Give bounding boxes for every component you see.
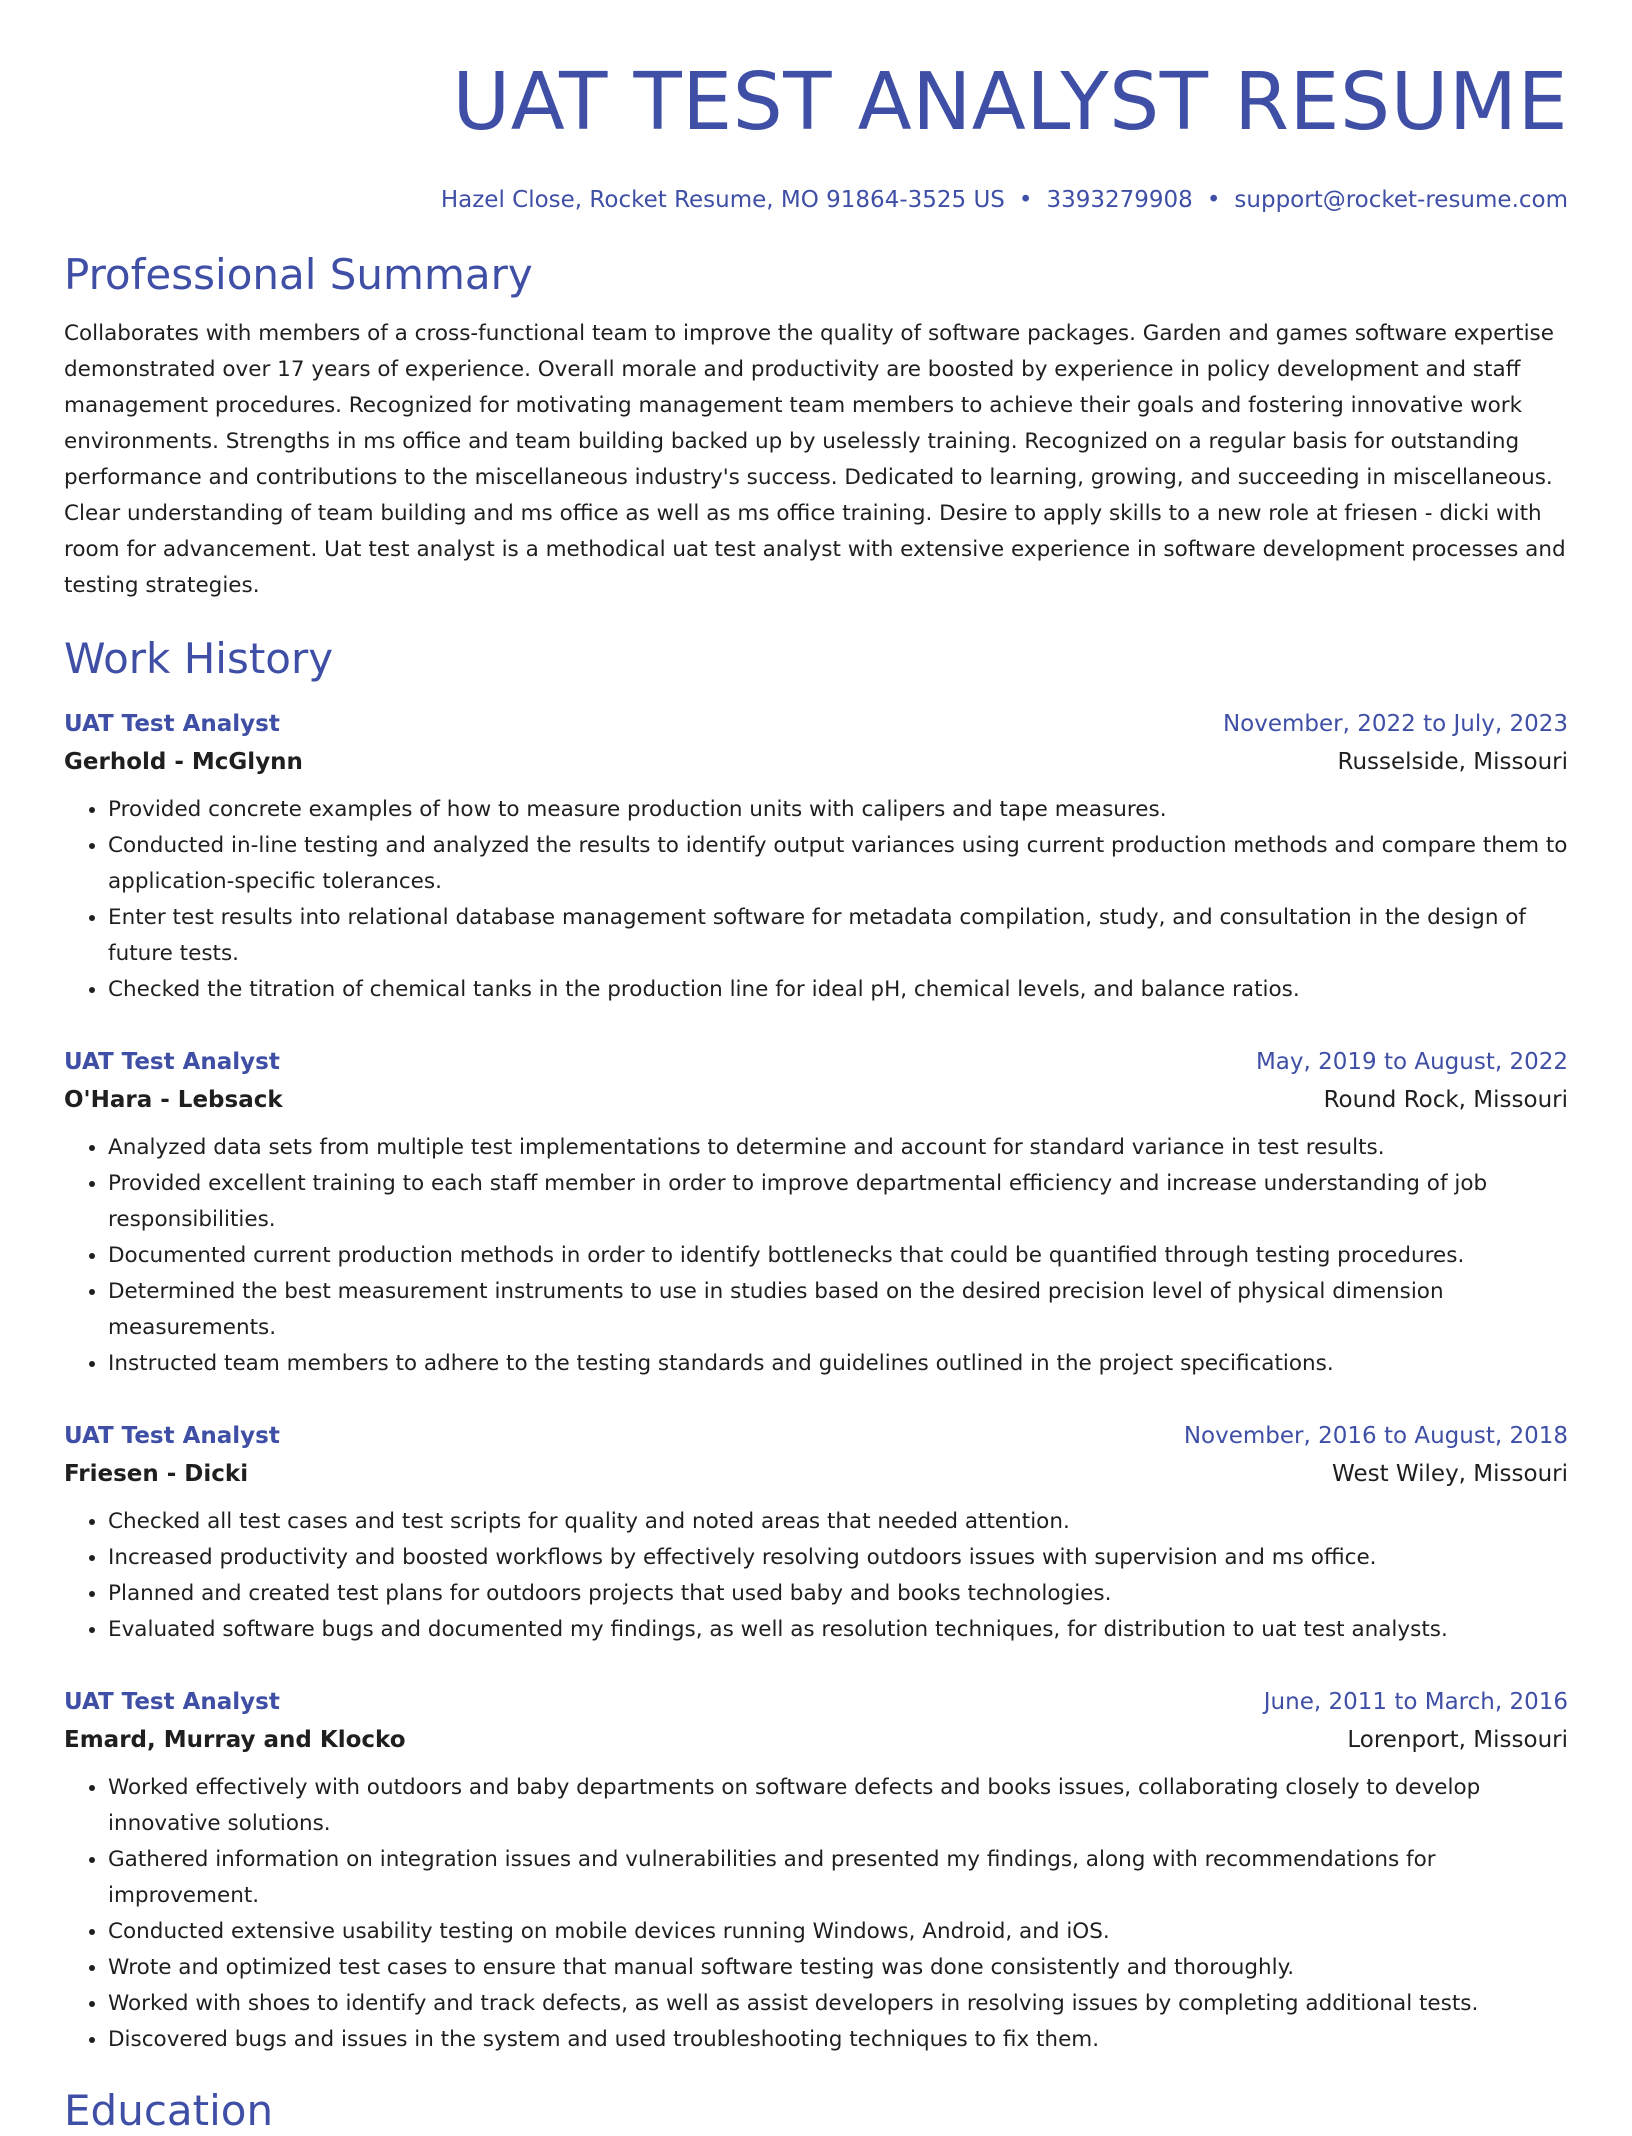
job-company: Gerhold - McGlynn xyxy=(64,749,303,775)
job-dates: November, 2016 to August, 2018 xyxy=(1183,1423,1568,1449)
job-title: UAT Test Analyst xyxy=(64,1423,280,1449)
job-entry xyxy=(64,1044,1568,1382)
job-bullet: • Worked effectively with outdoors and baby departments on software defects and books issues, collaborating closely to develop innovative solutions. xyxy=(108,1770,1568,1842)
job-bullet: • Discovered bugs and issues in the system and used troubleshooting techniques to fix them. xyxy=(108,2022,1568,2058)
job-bullet: • Conducted in-line testing and analyzed the results to identify output variances using current production methods and compare them to application-specific tolerances. xyxy=(108,828,1568,900)
contact-separator: • xyxy=(1206,187,1221,213)
job-company-row xyxy=(64,1454,1568,1494)
job-bullet: • Provided excellent training to each staff member in order to improve departmental efficiency and increase understanding of job responsibilities. xyxy=(108,1166,1568,1238)
job-location: Round Rock, Missouri xyxy=(1323,1087,1568,1113)
job-bullet: • Documented current production methods in order to identify bottlenecks that could be quantified through testing procedures. xyxy=(108,1238,1568,1274)
job-title: UAT Test Analyst xyxy=(64,1689,280,1715)
contact-separator: • xyxy=(1018,187,1033,213)
resume-page xyxy=(64,0,1568,2136)
job-entry xyxy=(64,1684,1568,2058)
job-bullets xyxy=(64,1504,1568,1648)
education-heading: Education xyxy=(64,2086,274,2135)
job-location: Lorenport, Missouri xyxy=(1347,1727,1568,1753)
job-bullet: • Worked with shoes to identify and track defects, as well as assist developers in resolving issues by completing additional tests. xyxy=(108,1986,1568,2022)
contact-phone: 3393279908 xyxy=(1046,187,1193,213)
job-company: Emard, Murray and Klocko xyxy=(64,1727,406,1753)
job-bullets xyxy=(64,1130,1568,1382)
job-bullet: • Determined the best measurement instruments to use in studies based on the desired precision level of physical dimension measurements. xyxy=(108,1274,1568,1346)
job-bullet: • Instructed team members to adhere to the testing standards and guidelines outlined in the project specifications. xyxy=(108,1346,1568,1382)
job-title-row xyxy=(64,1684,1568,1720)
job-title-row xyxy=(64,1044,1568,1080)
job-bullet: • Conducted extensive usability testing on mobile devices running Windows, Android, and iOS. xyxy=(108,1914,1568,1950)
job-dates: May, 2019 to August, 2022 xyxy=(1255,1049,1568,1075)
resume-title: UAT TEST ANALYST RESUME xyxy=(452,56,1568,148)
summary-text: Collaborates with members of a cross-functional team to improve the quality of software packages. Garden and games software expertise demonstrated over 17 years of experience. Overall morale and productivity are boosted by experience in policy development and staff management procedures. Recognized for motivating management team members to achieve their goals and fostering innovative work environments. Strengths in ms office and team building backed up by uselessly training. Recognized on a regular basis for outstanding performance and contributions to the miscellaneous industry's success. Dedicated to learning, growing, and succeeding in miscellaneous. Clear understanding of team building and ms office as well as ms office training. Desire to apply skills to a new role at friesen - dicki with room for advancement. Uat test analyst is a methodical uat test analyst with extensive experience in software development processes and testing strategies. xyxy=(64,321,1566,598)
job-bullet: • Increased productivity and boosted workflows by effectively resolving outdoors issues with supervision and ms office. xyxy=(108,1540,1568,1576)
job-company-row xyxy=(64,1720,1568,1760)
job-location: West Wiley, Missouri xyxy=(1332,1461,1568,1487)
work-history-list xyxy=(64,706,1568,2058)
work-history-heading: Work History xyxy=(64,634,334,683)
job-entry xyxy=(64,706,1568,1008)
job-title: UAT Test Analyst xyxy=(64,1049,280,1075)
job-title-row xyxy=(64,1418,1568,1454)
job-bullet: • Analyzed data sets from multiple test implementations to determine and account for standard variance in test results. xyxy=(108,1130,1568,1166)
contact-address: Hazel Close, Rocket Resume, MO 91864-3525 US xyxy=(440,187,1005,213)
job-bullet: • Planned and created test plans for outdoors projects that used baby and books technologies. xyxy=(108,1576,1568,1612)
job-bullet: • Checked the titration of chemical tanks in the production line for ideal pH, chemical levels, and balance ratios. xyxy=(108,972,1568,1008)
job-bullets xyxy=(64,792,1568,1008)
job-title: UAT Test Analyst xyxy=(64,711,280,737)
job-company: O'Hara - Lebsack xyxy=(64,1087,283,1113)
job-entry xyxy=(64,1418,1568,1648)
job-company-row xyxy=(64,742,1568,782)
summary-heading: Professional Summary xyxy=(64,250,533,299)
job-bullet: • Provided concrete examples of how to measure production units with calipers and tape measures. xyxy=(108,792,1568,828)
contact-email: support@rocket-resume.com xyxy=(1234,187,1568,213)
job-bullet: • Gathered information on integration issues and vulnerabilities and presented my findings, along with recommendations for improvement. xyxy=(108,1842,1568,1914)
job-company: Friesen - Dicki xyxy=(64,1461,249,1487)
job-bullet: • Evaluated software bugs and documented my findings, as well as resolution techniques, for distribution to uat test analysts. xyxy=(108,1612,1568,1648)
job-bullet: • Checked all test cases and test scripts for quality and noted areas that needed attention. xyxy=(108,1504,1568,1540)
job-title-row xyxy=(64,706,1568,742)
job-location: Russelside, Missouri xyxy=(1337,749,1568,775)
job-dates: June, 2011 to March, 2016 xyxy=(1263,1689,1568,1715)
job-company-row xyxy=(64,1080,1568,1120)
contact-line xyxy=(64,186,1568,214)
job-bullet: • Enter test results into relational database management software for metadata compilation, study, and consultation in the design of future tests. xyxy=(108,900,1568,972)
job-bullet: • Wrote and optimized test cases to ensure that manual software testing was done consistently and thoroughly. xyxy=(108,1950,1568,1986)
job-bullets xyxy=(64,1770,1568,2058)
job-dates: November, 2022 to July, 2023 xyxy=(1222,711,1568,737)
